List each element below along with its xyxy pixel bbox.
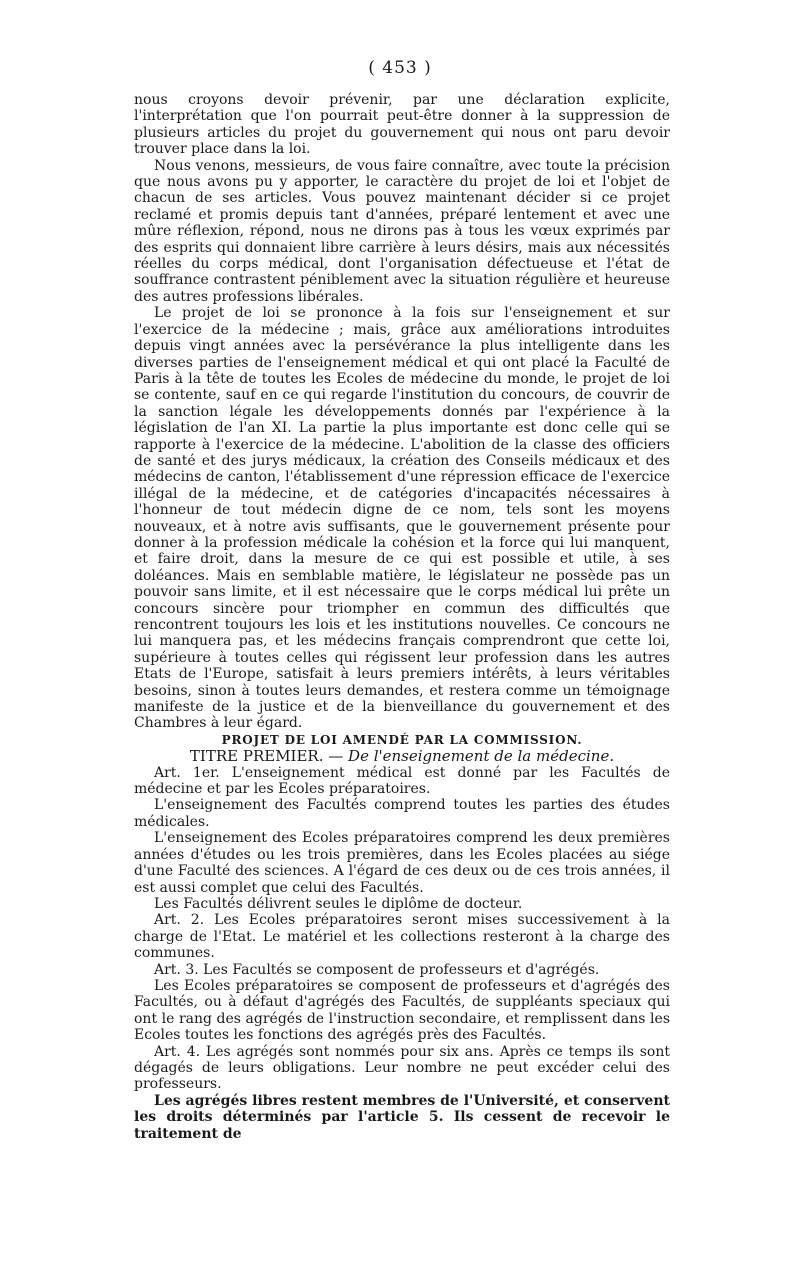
- paragraph: Nous venons, messieurs, de vous faire connaître, avec toute la précision que nous avons pu y apporter, le caractère du projet de loi et l'objet de chacun de ses articles. Vous pouvez maintenant décider si ce projet reclamé et promis depuis tant d'années, préparé lentement et avec une mûre réflexion, répond, nous ne dirons pas à tous les vœux exprimés par des esprits qui donnaient libre carrière à leurs désirs, mais aux nécessités réelles du corps médical, dont l'organisation défectueuse et l'état de souffrance contrastent péniblement avec la situation régulière et heureuse des autres professions libérales.: [134, 157, 670, 305]
- article-paragraph: Art. 1er. L'enseignement médical est donné par les Facultés de médecine et par les Ecoles préparatoires.: [134, 764, 670, 798]
- article-paragraph: Les Ecoles préparatoires se composent de professeurs et d'agrégés des Facultés, ou à défaut d'agrégés des Facultés, de suppléants speciaux qui ont le rang des agrégés de l'instruction secondaire, et remplissent dans les Ecoles toutes les fonctions des agrégés près des Facultés.: [134, 977, 670, 1044]
- chapter-title-main: TITRE PREMIER.: [189, 747, 324, 766]
- article-paragraph: L'enseignement des Ecoles préparatoires comprend les deux premières années d'études ou les trois premières, dans les Ecoles placées au siége d'une Faculté des sciences. A l'égard de ces deux ou de ces trois années, il est aussi complet que celui des Facultés.: [134, 830, 670, 896]
- paragraph: nous croyons devoir prévenir, par une déclaration explicite, l'interprétation que l'on pourrait peut-être donner à la suppression de plusieurs articles du projet du gouvernement qui nous ont paru devoir trouver place dans la loi.: [134, 92, 670, 158]
- paragraph: Le projet de loi se prononce à la fois sur l'enseignement et sur l'exercice de la médecine ; mais, grâce aux améliorations introduites depuis vingt années avec la persévérance la plus intelligente dans les diverses parties de l'enseignement médical et qui ont placé la Faculté de Paris à la tête de toutes les Ecoles de médecine du monde, le projet de loi se contente, sauf en ce qui regarde l'institution du concours, de couvrir de la sanction légale les développements donnés par l'expérience à la législation de l'an XI. La partie la plus importante est donc celle qui se rapporte à l'exercice de la médecine. L'abolition de la classe des officiers de santé et des jurys médicaux, la création des Conseils médicaux et des médecins de canton, l'établissement d'une répression efficace de l'exercice illégal de la médecine, et de catégories d'incapacités nécessaires à l'honneur de tout médecin digne de ce nom, tels sont les moyens nouveaux, et à notre avis suffisants, que le gouvernement présente pour donner à la profession médicale la cohésion et la force qui lui manquent, et faire droit, dans la mesure de ce qui est possible et utile, à ses doléances. Mais en semblable matière, le législateur ne possède pas un pouvoir sans limite, et il est nécessaire que le corps médical lui prête un concours sincère pour triompher en commun des difficultés que rencontrent toujours les lois et les institutions nouvelles. Ce concours ne lui manquera pas, et les médecins français comprendront que cette loi, supérieure à toutes celles qui régissent leur profession dans les autres Etats de l'Europe, satisfait à leurs premiers intérêts, à leurs véritables besoins, sinon à toutes leurs demandes, et restera comme un témoignage manifeste de la justice et de la bienveillance du gouvernement et des Chambres à leur égard.: [134, 305, 670, 732]
- section-heading: PROJET DE LOI AMENDÉ PAR LA COMMISSION.: [221, 732, 583, 747]
- article-paragraph: Art. 3. Les Facultés se composent de professeurs et d'agrégés.: [154, 961, 600, 978]
- body-text: [134, 92, 670, 1142]
- chapter-title: [134, 748, 670, 764]
- article-paragraph: L'enseignement des Facultés comprend toutes les parties des études médicales.: [134, 797, 670, 830]
- chapter-title-dash: —: [323, 747, 349, 766]
- article-paragraph-last: Les agrégés libres restent membres de l'Université, et conservent les droits déterminés par l'article 5. Ils cessent de recevoir le traitement de: [134, 1092, 670, 1142]
- page-number: ( 453 ): [368, 58, 432, 78]
- chapter-title-subtitle: De l'enseignement de la médecine.: [348, 747, 615, 766]
- article-paragraph: Art. 4. Les agrégés sont nommés pour six ans. Après ce temps ils sont dégagés de leurs obligations. Leur nombre ne peut excéder celui des professeurs.: [134, 1043, 670, 1093]
- article-paragraph: Les Facultés délivrent seules le diplôme de docteur.: [154, 895, 523, 912]
- article-paragraph: Art. 2. Les Ecoles préparatoires seront mises successivement à la charge de l'Etat. Le matériel et les collections resteront à la charge des communes.: [134, 912, 670, 962]
